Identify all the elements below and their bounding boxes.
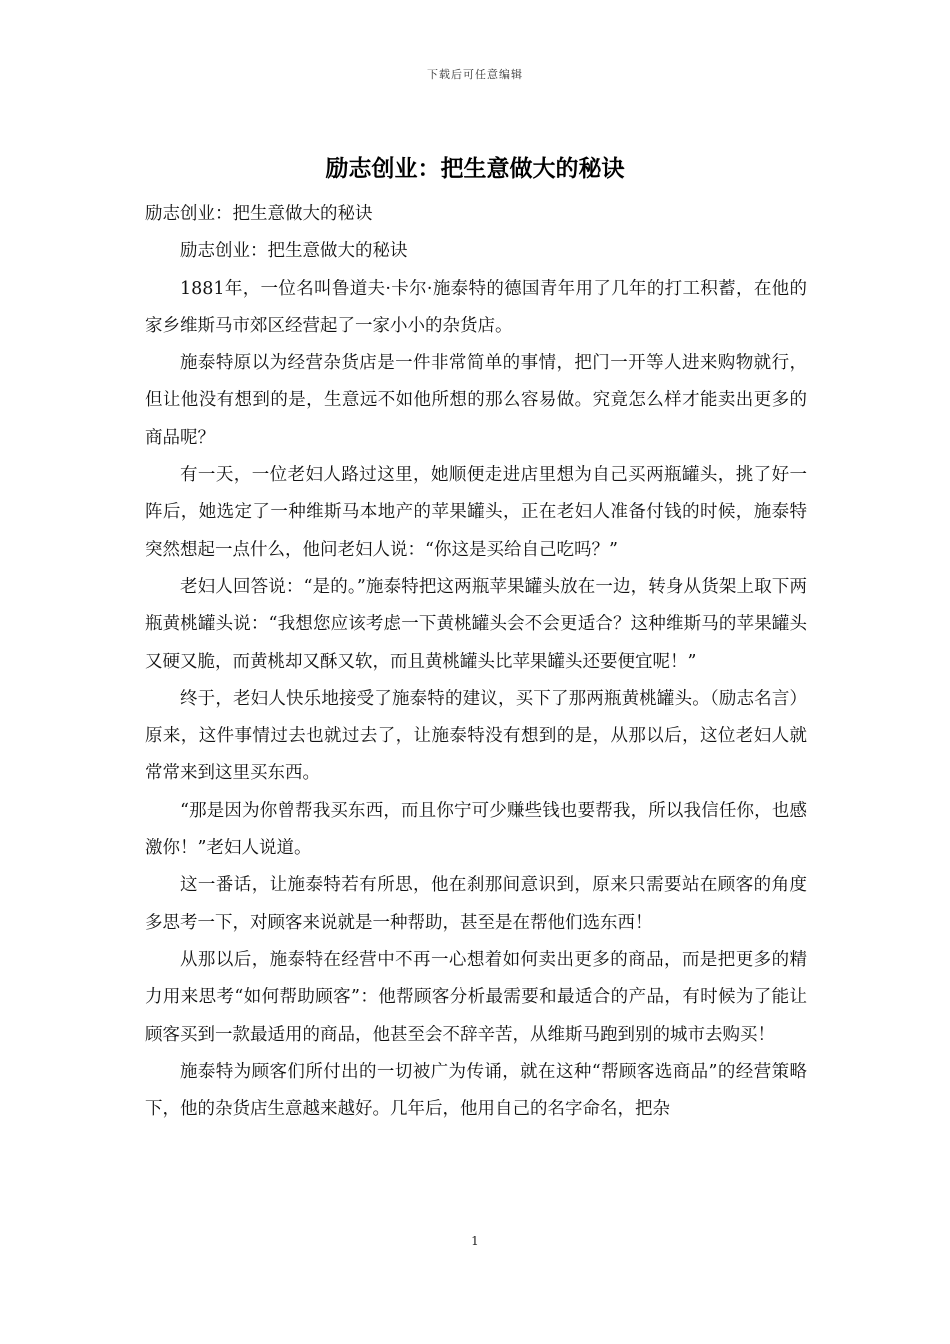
paragraph: 老妇人回答说：“是的。”施泰特把这两瓶苹果罐头放在一边，转身从货架上取下两瓶黄桃罐头说：“我想您应该考虑一下黄桃罐头会不会更适合？这种维斯马的苹果罐头又硬又脆，而黄桃却又酥又软，而且黄桃罐头比苹果罐头还要便宜呢！”: [145, 576, 807, 672]
paragraph: 施泰特为顾客们所付出的一切被广为传诵，就在这种“帮顾客选商品”的经营策略下，他的杂货店生意越来越好。几年后，他用自己的名字命名，把杂: [145, 1061, 807, 1120]
paragraph: 这一番话，让施泰特若有所思，他在刹那间意识到，原来只需要站在顾客的角度多思考一下，对顾客来说就是一种帮助，甚至是在帮他们选东西！: [145, 875, 807, 933]
paragraph: 励志创业：把生意做大的秘诀: [180, 241, 408, 262]
paragraph: 施泰特原以为经营杂货店是一件非常简单的事情，把门一开等人进来购物就行，但让他没有想到的是，生意远不如他所想的那么容易做。究竟怎么样才能卖出更多的商品呢？: [145, 353, 807, 448]
page-header: 下载后可任意编辑: [427, 68, 523, 81]
paragraph: 1881年，一位名叫鲁道夫·卡尔·施泰特的德国青年用了几年的打工积蓄，在他的家乡维斯马市郊区经营起了一家小小的杂货店。: [145, 278, 807, 336]
document-title: 励志创业：把生意做大的秘诀: [325, 156, 625, 182]
paragraph: 励志创业：把生意做大的秘诀: [145, 204, 373, 224]
paragraph: 有一天，一位老妇人路过这里，她顺便走进店里想为自己买两瓶罐头，挑了好一阵后，她选定了一种维斯马本地产的苹果罐头，正在老妇人准备付钱的时候，施泰特突然想起一点什么，他问老妇人说：“你这是买给自己吃吗？”: [145, 465, 807, 560]
paragraph: “那是因为你曾帮我买东西，而且你宁可少赚些钱也要帮我，所以我信任你，也感激你！”老妇人说道。: [145, 800, 807, 859]
paragraph: 从那以后，施泰特在经营中不再一心想着如何卖出更多的商品，而是把更多的精力用来思考“如何帮助顾客”：他帮顾客分析最需要和最适合的产品，有时候为了能让顾客买到一款最适用的商品，他甚至会不辞辛苦，从维斯马跑到别的城市去购买！: [145, 949, 807, 1045]
document-body: [145, 196, 807, 1128]
paragraph: 终于，老妇人快乐地接受了施泰特的建议，买下了那两瓶黄桃罐头。（励志名言）原来，这件事情过去也就过去了，让施泰特没有想到的是，从那以后，这位老妇人就常常来到这里买东西。: [145, 688, 807, 784]
page-number: 1: [471, 1234, 479, 1248]
